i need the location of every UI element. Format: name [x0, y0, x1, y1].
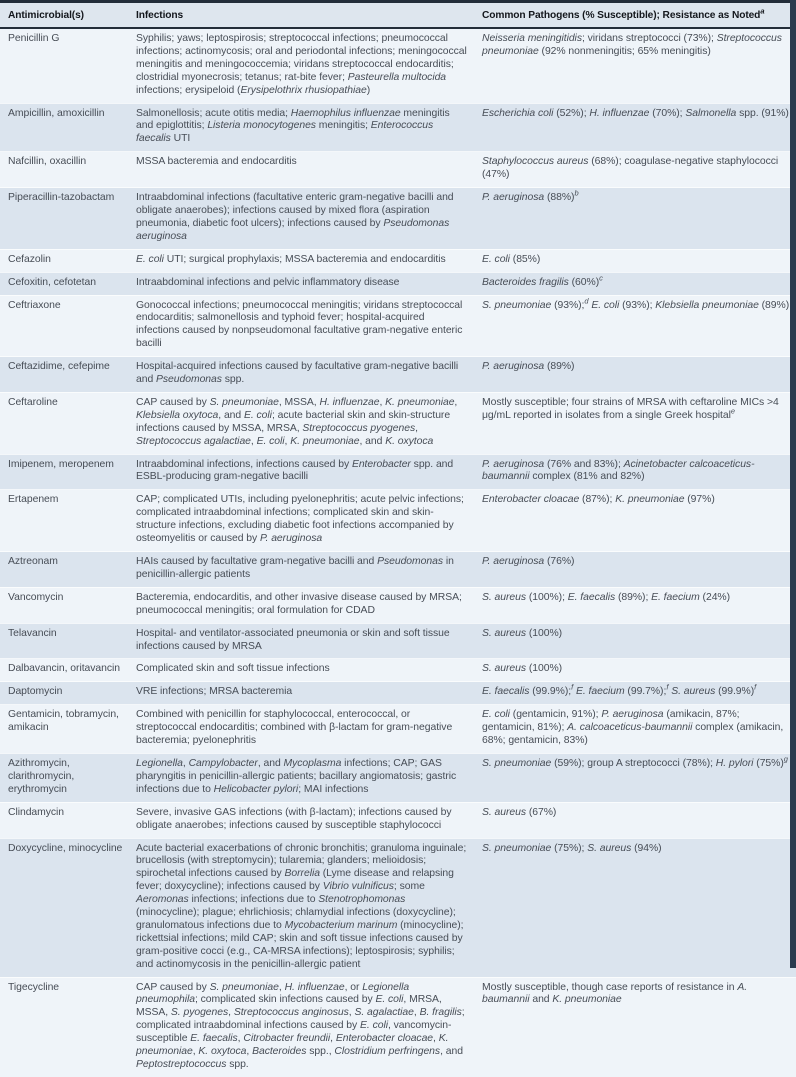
cell-antimicrobial: Cefazolin [8, 253, 51, 265]
cell-antimicrobial: Ampicillin, amoxicillin [8, 107, 105, 119]
cell-infections: Bacteremia, endocarditis, and other invasive disease caused by MRSA; pneumococcal meningitis; oral formulation for CDAD [136, 591, 462, 616]
cell-infections: E. coli UTI; surgical prophylaxis; MSSA bacteremia and endocarditis [136, 253, 446, 265]
cell-pathogens: P. aeruginosa (89%) [482, 361, 575, 373]
col-header-antimicrobials: Antimicrobial(s) [0, 2, 128, 29]
table-row [0, 753, 796, 802]
table-row [0, 623, 796, 659]
cell-infections: HAIs caused by facultative gram-negative bacilli and Pseudomonas in penicillin-allergic patients [136, 556, 454, 580]
table-row [0, 392, 796, 454]
cell-infections: Intraabdominal infections and pelvic inflammatory disease [136, 276, 400, 288]
cell-infections: CAP caused by S. pneumoniae, MSSA, H. influenzae, K. pneumoniae, Klebsiella oxytoca, and E. coli; acute bacterial skin and skin-structure infections caused by MSSA, MRSA, Streptococcus pyogenes, Streptococcus agalactiae, E. coli, K. pneumoniae, and K. oxytoca [136, 396, 458, 447]
cell-infections: Hospital-acquired infections caused by facultative gram-negative bacilli and Pseudomonas spp. [136, 361, 459, 386]
table-row [0, 682, 796, 705]
cell-infections: Combined with penicillin for staphylococcal, enterococcal, or streptococcal endocarditis; combined with β-lactam for gram-negative bacteremia; pyelonephritis [136, 709, 453, 747]
cell-infections: Intraabdominal infections, infections caused by Enterobacter spp. and ESBL-producing gram-negative bacilli [136, 458, 454, 483]
page-edge-bar [790, 0, 796, 968]
table-row [0, 103, 796, 152]
cell-pathogens: E. coli (85%) [482, 253, 541, 265]
cell-pathogens: Escherichia coli (52%); H. influenzae (70%); Salmonella spp. (91%) [482, 107, 789, 119]
cell-pathogens: Staphylococcus aureus (68%); coagulase-negative staphylococci (47%) [482, 156, 779, 181]
cell-pathogens: Enterobacter cloacae (87%); K. pneumoniae (97%) [482, 494, 715, 506]
table-row [0, 587, 796, 623]
cell-infections: Severe, invasive GAS infections (with β-lactam); infections caused by obligate anaerobes; infections caused by susceptible staphylococci [136, 806, 452, 831]
cell-pathogens: Bacteroides fragilis $(60\%)^c$ [482, 273, 603, 288]
cell-pathogens: P. aeruginosa (76%) [482, 556, 575, 567]
col-header-infections: Infections [128, 2, 474, 29]
cell-pathogens: S. aureus (67%) [482, 806, 557, 818]
cell-pathogens: Mostly susceptible, though case reports of resistance in A. baumannii and K. pneumoniae [482, 981, 748, 1006]
cell-pathogens: Mostly susceptible; four strains of MRSA with ceftaroline MICs >4 μg/mL reported in isolates from a single Greek hospital$^e$ [482, 396, 779, 421]
cell-pathogens: E. faecalis (99.9%);$^f$ E. faecium (99.7%);$^f$ S. aureus $(99.9\%)^f$ [482, 682, 757, 698]
cell-infections: Gonococcal infections; pneumococcal meningitis; viridans streptococcal endocarditis; salmonellosis and typhoid fever; hospital-acquired infections caused by nonpseudomonal facultative gram-negative enteric bacilli [136, 299, 463, 350]
cell-infections: Acute bacterial exacerbations of chronic bronchitis; granuloma inguinale; brucellosis (with streptomycin); tularemia; glanders; melioidosis; spirochetal infections caused by Borrelia (Lyme disease and relapsing fever; doxycycline); infections caused by Vibrio vulnificus; some Aeromonas infections; infections due to Stenotrophomonas (minocycline); plague; ehrlichiosis; chlamydial infections (doxycycline); granulomatous infections due to Mycobacterium marinum (minocycline); rickettsial infections; mild CAP; skin and soft tissue infections caused by gram-positive cocci (e.g., CA-MRSA infections); leptospirosis; syphilis; and actinomycosis in the penicillin-allergic patient [136, 842, 467, 970]
table-row [0, 152, 796, 188]
table-row [0, 977, 796, 1077]
cell-antimicrobial: Tigecycline [8, 981, 60, 993]
cell-antimicrobial: Ceftazidime, cefepime [8, 361, 110, 373]
cell-infections: Intraabdominal infections (facultative enteric gram-negative bacilli and obligate anaerobes); infections caused by mixed flora (aspiration pneumonia, diabetic foot ulcers); infections caused by Pseudomonas aeruginosa [136, 192, 454, 242]
table-row [0, 838, 796, 977]
cell-antimicrobial: Ceftaroline [8, 396, 58, 408]
cell-infections: Salmonellosis; acute otitis media; Haemophilus influenzae meningitis and epiglottitis; Listeria monocytogenes meningitis; Enterococcus faecalis UTI [136, 107, 450, 145]
cell-antimicrobial: Telavancin [8, 627, 57, 639]
col-header-common-pathogens: Common Pathogens (% Susceptible); Resistance as Noted$^a$ [474, 2, 796, 29]
table-row [0, 454, 796, 490]
cell-infections: CAP caused by S. pneumoniae, H. influenzae, or Legionella pneumophila; complicated skin infections caused by E. coli, MRSA, MSSA, S. pyogenes, Streptococcus anginosus, S. agalactiae, B. fragilis; complicated intraabdominal infections caused by E. coli, vancomycin-susceptible E. faecalis, Citrobacter freundii, Enterobacter cloacae, K. pneumoniae, K. oxytoca, Bacteroides spp., Clostridium perfringens, and Peptostreptococcus spp. [136, 981, 465, 1070]
table-row [0, 28, 796, 103]
table-row [0, 272, 796, 295]
cell-pathogens: Neisseria meningitidis; viridans streptococci (73%); Streptococcus pneumoniae (92% nonmeningitis; 65% meningitis) [482, 33, 782, 57]
table-row [0, 802, 796, 838]
table-row [0, 659, 796, 682]
table-row [0, 188, 796, 250]
cell-antimicrobial: Dalbavancin, oritavancin [8, 663, 121, 675]
cell-antimicrobial: Daptomycin [8, 686, 63, 698]
cell-antimicrobial: Ertapenem [8, 494, 59, 506]
cell-pathogens: S. aureus (100%) [482, 627, 563, 639]
cell-pathogens: P. aeruginosa $(88\%)^b$ [482, 188, 579, 204]
table-header-row [0, 2, 796, 29]
table-row [0, 705, 796, 754]
table-row [0, 295, 796, 357]
cell-pathogens: S. pneumoniae (59%); group A streptococci (78%); H. pylori $(75\%)^g$ [482, 754, 788, 769]
table-row [0, 490, 796, 552]
cell-pathogens: S. pneumoniae (75%); S. aureus (94%) [482, 842, 662, 854]
cell-antimicrobial: Aztreonam [8, 556, 58, 567]
cell-antimicrobial: Clindamycin [8, 806, 65, 818]
table-row [0, 552, 796, 588]
table-row [0, 249, 796, 272]
cell-antimicrobial: Piperacillin-tazobactam [8, 192, 115, 204]
table-row [0, 357, 796, 393]
cell-infections: VRE infections; MRSA bacteremia [136, 686, 293, 698]
cell-antimicrobial: Gentamicin, tobramycin, amikacin [8, 709, 119, 734]
cell-infections: MSSA bacteremia and endocarditis [136, 156, 297, 168]
table-body [0, 28, 796, 1077]
cell-antimicrobial: Doxycycline, minocycline [8, 842, 123, 854]
cell-pathogens: S. pneumoniae (93%);$^d$ E. coli (93%); Klebsiella pneumoniae (89%) [482, 296, 790, 311]
cell-infections: Legionella, Campylobacter, and Mycoplasma infections; CAP; GAS pharyngitis in penicillin-allergic patients; bacillary angiomatosis; gastric infections due to Helicobacter pylori; MAI infections [136, 757, 457, 795]
cell-infections: CAP; complicated UTIs, including pyelonephritis; acute pelvic infections; complicated intraabdominal infections; complicated skin and skin-structure infections, excluding diabetic foot infections accompanied by osteomyelitis or caused by P. aeruginosa [136, 494, 464, 545]
cell-pathogens: S. aureus (100%) [482, 663, 563, 675]
cell-antimicrobial: Nafcillin, oxacillin [8, 156, 87, 168]
cell-pathogens: P. aeruginosa (76% and 83%); Acinetobacter calcoaceticus-baumannii complex (81% and 82%) [482, 458, 755, 483]
cell-antimicrobial: Penicillin G [8, 33, 60, 44]
cell-pathogens: E. coli (gentamicin, 91%); P. aeruginosa (amikacin, 87%; gentamicin, 81%); A. calcoaceticus-baumannii complex (amikacin, 68%; gentamicin, 83%) [482, 709, 784, 747]
cell-antimicrobial: Imipenem, meropenem [8, 458, 114, 470]
cell-infections: Syphilis; yaws; leptospirosis; streptococcal infections; pneumococcal infections; actinomycosis; oral and periodontal infections; meningococcal meningitis and meningococcemia; viridans streptococcal endocarditis; clostridial myonecrosis; tetanus; rat-bite fever; Pasteurella multocida infections; erysipeloid (Erysipelothrix rhusiopathiae) [136, 33, 467, 96]
cell-antimicrobial: Vancomycin [8, 591, 64, 603]
cell-antimicrobial: Cefoxitin, cefotetan [8, 276, 96, 288]
cell-antimicrobial: Ceftriaxone [8, 299, 61, 311]
cell-antimicrobial: Azithromycin, clarithromycin, erythromycin [8, 757, 75, 795]
cell-pathogens: S. aureus (100%); E. faecalis (89%); E. faecium (24%) [482, 591, 731, 603]
cell-infections: Complicated skin and soft tissue infections [136, 663, 330, 675]
cell-infections: Hospital- and ventilator-associated pneumonia or skin and soft tissue infections caused by MRSA [136, 627, 450, 652]
